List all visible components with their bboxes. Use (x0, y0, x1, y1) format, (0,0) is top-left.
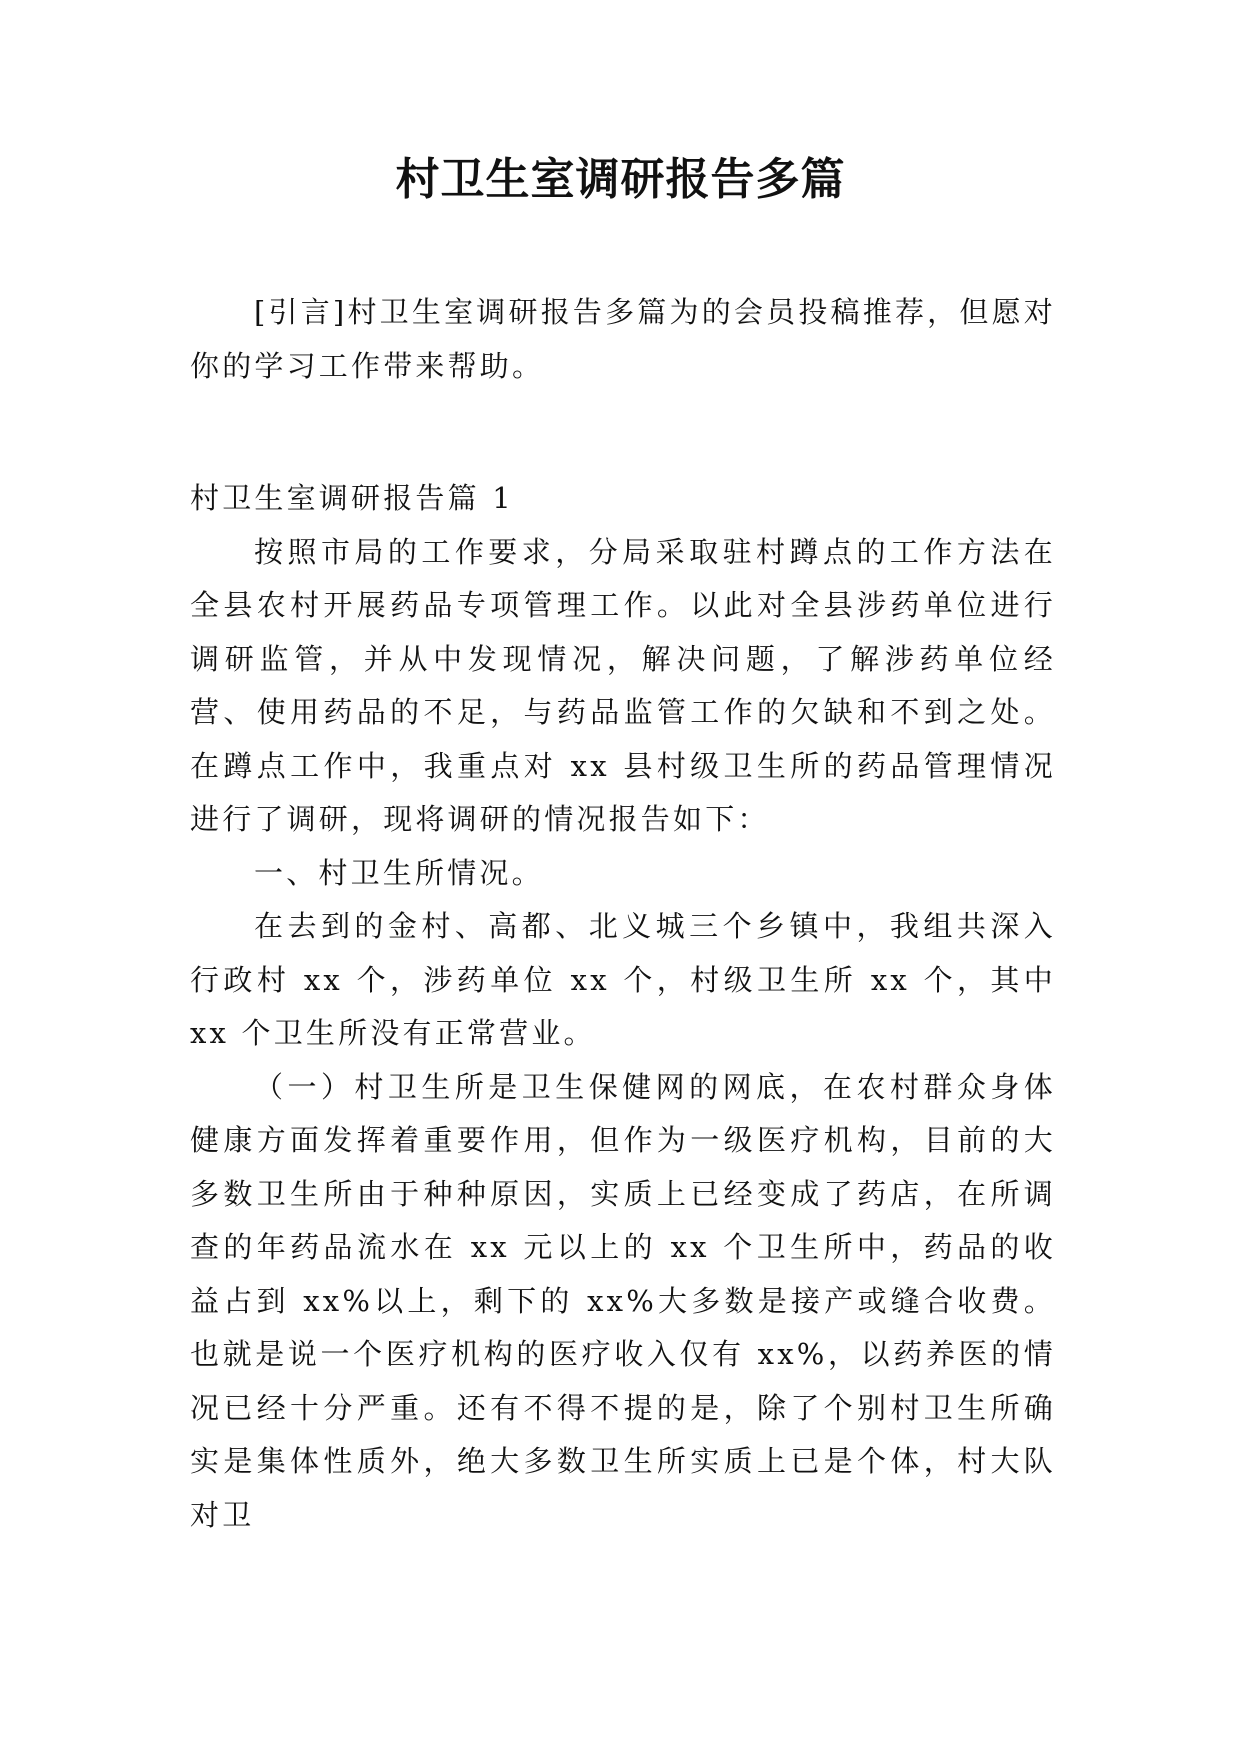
body-paragraph: （一）村卫生所是卫生保健网的网底，在农村群众身体健康方面发挥着重要作用，但作为一级医疗机构，目前的大多数卫生所由于种种原因，实质上已经变成了药店，在所调查的年药品流水在 xx 元以上的 xx 个卫生所中，药品的收益占到 xx%以上，剩下的 xx%大多数是接产或缝合收费。也就是说一个医疗机构的医疗收入仅有 xx%，以药养医的情况已经十分严重。还有不得不提的是，除了个别村卫生所确实是集体性质外，绝大多数卫生所实质上已是个体，村大队对卫 (190, 1069, 1056, 1532)
body-paragraph: 在去到的金村、高都、北义城三个乡镇中，我组共深入行政村 xx 个，涉药单位 xx 个，村级卫生所 xx 个，其中 xx 个卫生所没有正常营业。 (190, 909, 1056, 1050)
subsection-heading: 一、村卫生所情况。 (254, 855, 544, 890)
document-title: 村卫生室调研报告多篇 (395, 154, 846, 205)
intro-block (190, 286, 1056, 393)
report-section (190, 472, 1056, 1542)
body-paragraph: 按照市局的工作要求，分局采取驻村蹲点的工作方法在全县农村开展药品专项管理工作。以此对全县涉药单位进行调研监管，并从中发现情况，解决问题，了解涉药单位经营、使用药品的不足，与药品监管工作的欠缺和不到之处。在蹲点工作中，我重点对 xx 县村级卫生所的药品管理情况进行了调研，现将调研的情况报告如下： (190, 534, 1056, 836)
intro-paragraph: [引言]村卫生室调研报告多篇为的会员投稿推荐，但愿对你的学习工作带来帮助。 (190, 295, 1056, 383)
section-heading: 村卫生室调研报告篇 1 (190, 481, 514, 515)
